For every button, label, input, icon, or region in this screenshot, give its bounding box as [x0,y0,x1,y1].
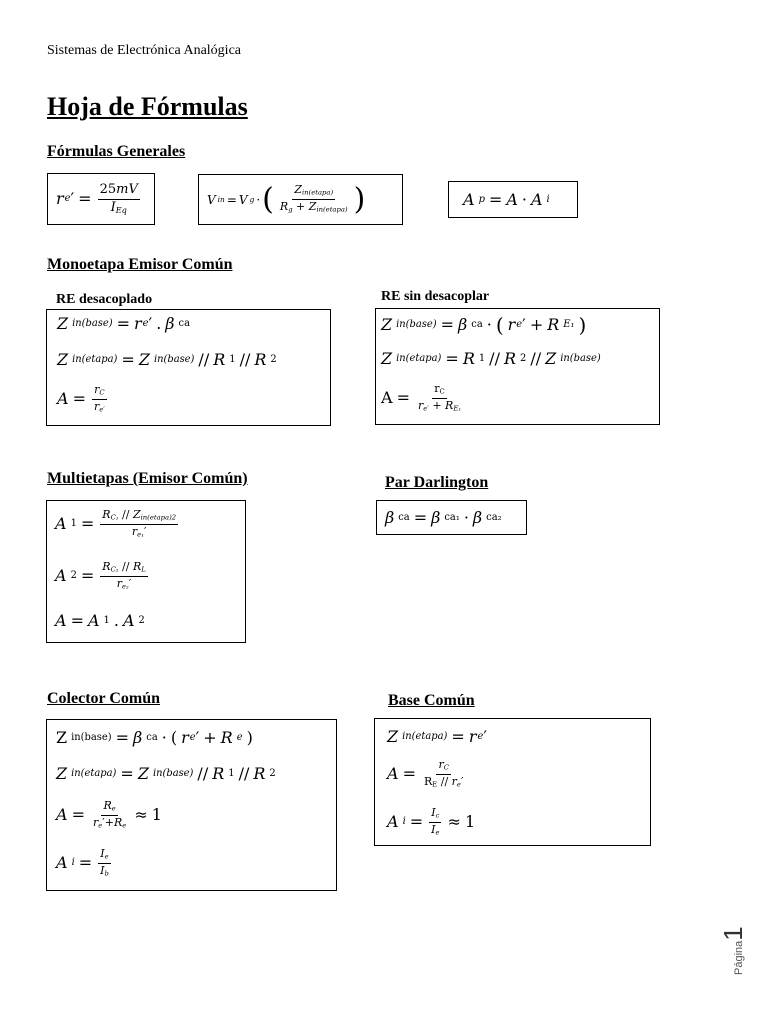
formula-ai-cc: A i = $\frac{I_e}{I_b}$ [56,847,109,878]
box-re-sin-desacoplar [375,308,660,425]
formula-a1: A 1 = $\frac{R_{C_1} // Z_{in(etapa)2}}{r_{e_1}'}$ [55,508,177,539]
section-title-generales: Fórmulas Generales [47,143,186,160]
box-re-desacoplado [46,309,331,426]
section-title-colector: Colector Común [47,690,161,707]
formula-a2: A 2 = $\frac{R_{C_2} // R_L}{r_{e_2}'}$ [55,560,146,591]
section-title-darlington: Par Darlington [385,474,489,491]
box-colector [46,719,337,891]
formula-a-total: A = A 1 . A 2 [55,611,145,630]
formula-beta-darlington: β ca = β ca₁ · β ca₂ [376,500,527,535]
subtitle-re-sin-desacoplar: RE sin desacoplar [381,289,490,304]
course-header: Sistemas de Electrónica Analógica [47,43,241,58]
page-number-value: 1 [718,926,748,941]
box-multietapas [46,500,246,643]
section-title-monoetapa: Monoetapa Emisor Común [47,256,233,273]
formula-a-bc: A = $\frac{r_C}{R_E // r_e'}$ [387,758,464,789]
formula-a-cc: A = $\frac{R_e}{r_e'+R_e}$ ≈ 1 [56,799,162,830]
page-label: Página [733,940,745,975]
formula-a-2: A = $\frac{r_C}{r_{e'} + R_{E_1}}$ [381,382,462,413]
formula-re-prime: r e ′ = $\frac{25mV}{I_{Eq}}$ [47,173,155,225]
section-title-base: Base Común [388,692,475,709]
formula-zin-etapa-2: Z in(etapa) = R 1 // R 2 // Z in(base) [381,349,601,368]
formula-zin-base-cc: Z in(base) = β ca · ( r e ′ + R e ) [56,728,253,747]
page-title: Hoja de Fórmulas [47,92,248,121]
section-title-multietapas: Multietapas (Emisor Común) [47,470,248,487]
box-base-comun [374,718,651,846]
formula-zin-etapa-1: Z in(etapa) = Z in(base) // R 1 // R 2 [57,350,277,369]
formula-zin-base-2: Z in(base) = β ca · ( r e ′ + R E₁ ) [381,313,587,337]
subtitle-re-desacoplado: RE desacoplado [56,292,153,307]
page-number [718,926,749,975]
formula-ap: A p = A · A i [448,181,578,218]
formula-zin-etapa-cc: Z in(etapa) = Z in(base) // R 1 // R 2 [56,764,276,783]
formula-a-1: A = $\frac{r_C}{r_{e'}}$ [57,383,105,414]
formula-zin-etapa-bc: Z in(etapa) = r e ′ [387,727,487,746]
formula-ai-bc: A i = $\frac{I_c}{I_e}$ ≈ 1 [387,806,476,837]
formula-vin: V in = V g · ( $\frac{Z_{in(etapa)}}{R_g + Z_{in(etapa)}}$ ) [198,174,403,225]
formula-zin-base-1: Z in(base) = r e ′ . β ca [57,314,190,333]
